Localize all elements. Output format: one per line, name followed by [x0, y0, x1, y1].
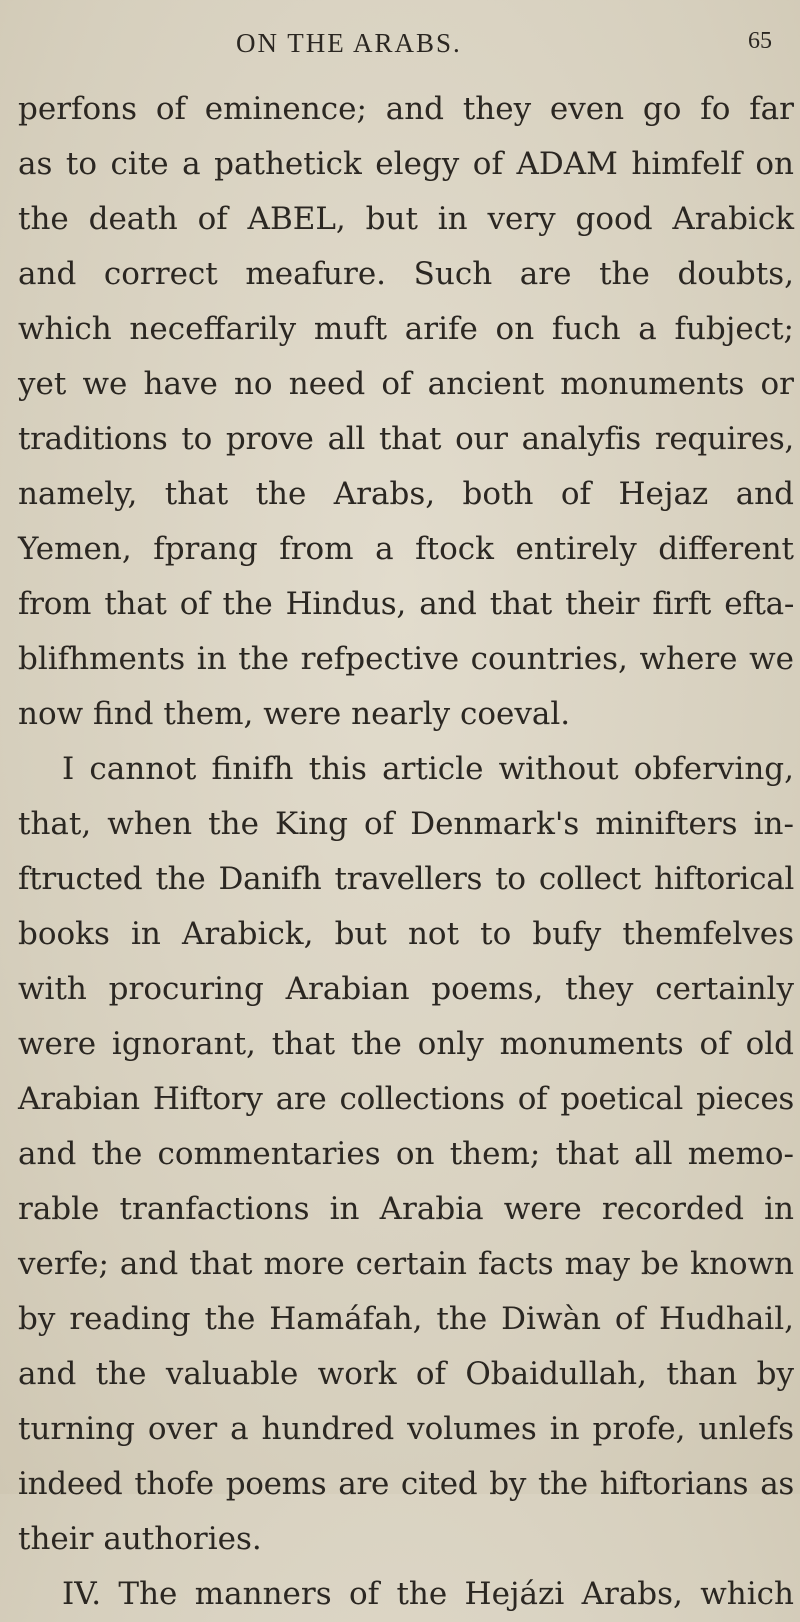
text-line: and correct meafure. Such are the doubts, — [18, 256, 794, 292]
text-line: their authories. — [18, 1521, 262, 1557]
text-line: yet we have no need of ancient monuments or — [18, 366, 794, 402]
text-line: rable tranfactions in Arabia were recorded in — [18, 1191, 794, 1227]
text-line: blifhments in the refpective countries, where we — [18, 641, 794, 677]
body-text — [18, 82, 794, 1622]
text-line: Arabian Hiftory are collections of poetical pieces — [18, 1081, 794, 1117]
text-line: by reading the Hamáfah, the Diwàn of Hudhail, — [18, 1301, 794, 1337]
text-line: traditions to prove all that our analyfis requires, — [18, 421, 794, 457]
text-line: I cannot finifh this article without obferving, — [62, 751, 794, 787]
text-line: which neceffarily muft arife on fuch a fubject; — [18, 311, 794, 347]
text-line: verfe; and that more certain facts may be known — [18, 1246, 794, 1282]
text-line: as to cite a pathetick elegy of ADAM himfelf on — [18, 146, 794, 182]
text-line: with procuring Arabian poems, they certainly — [18, 971, 794, 1007]
text-line: that, when the King of Denmark's minifters in- — [18, 806, 794, 842]
text-line: Yemen, fprang from a ftock entirely different — [18, 531, 794, 567]
text-line: namely, that the Arabs, both of Hejaz and — [18, 476, 794, 512]
text-line: indeed thofe poems are cited by the hiftorians as — [18, 1466, 794, 1502]
text-line: turning over a hundred volumes in profe, unlefs — [18, 1411, 794, 1447]
text-line: ftructed the Danifh travellers to collect hiftorical — [18, 861, 794, 897]
text-line: perfons of eminence; and they even go fo far — [18, 91, 794, 127]
text-line: and the commentaries on them; that all memo- — [18, 1136, 794, 1172]
text-line: were ignorant, that the only monuments of old — [18, 1026, 794, 1062]
text-line: books in Arabick, but not to bufy themfelves — [18, 916, 794, 952]
running-title: ON THE ARABS. — [236, 28, 462, 58]
text-line: from that of the Hindus, and that their firft efta- — [18, 586, 794, 622]
section-heading-line: IV. The manners of the Hejázi Arabs, which — [62, 1576, 794, 1612]
text-line: the death of ABEL, but in very good Arabick — [18, 201, 794, 237]
text-line: and the valuable work of Obaidullah, than by — [18, 1356, 794, 1392]
text-line: now find them, were nearly coeval. — [18, 696, 571, 732]
page-number: 65 — [748, 28, 772, 54]
